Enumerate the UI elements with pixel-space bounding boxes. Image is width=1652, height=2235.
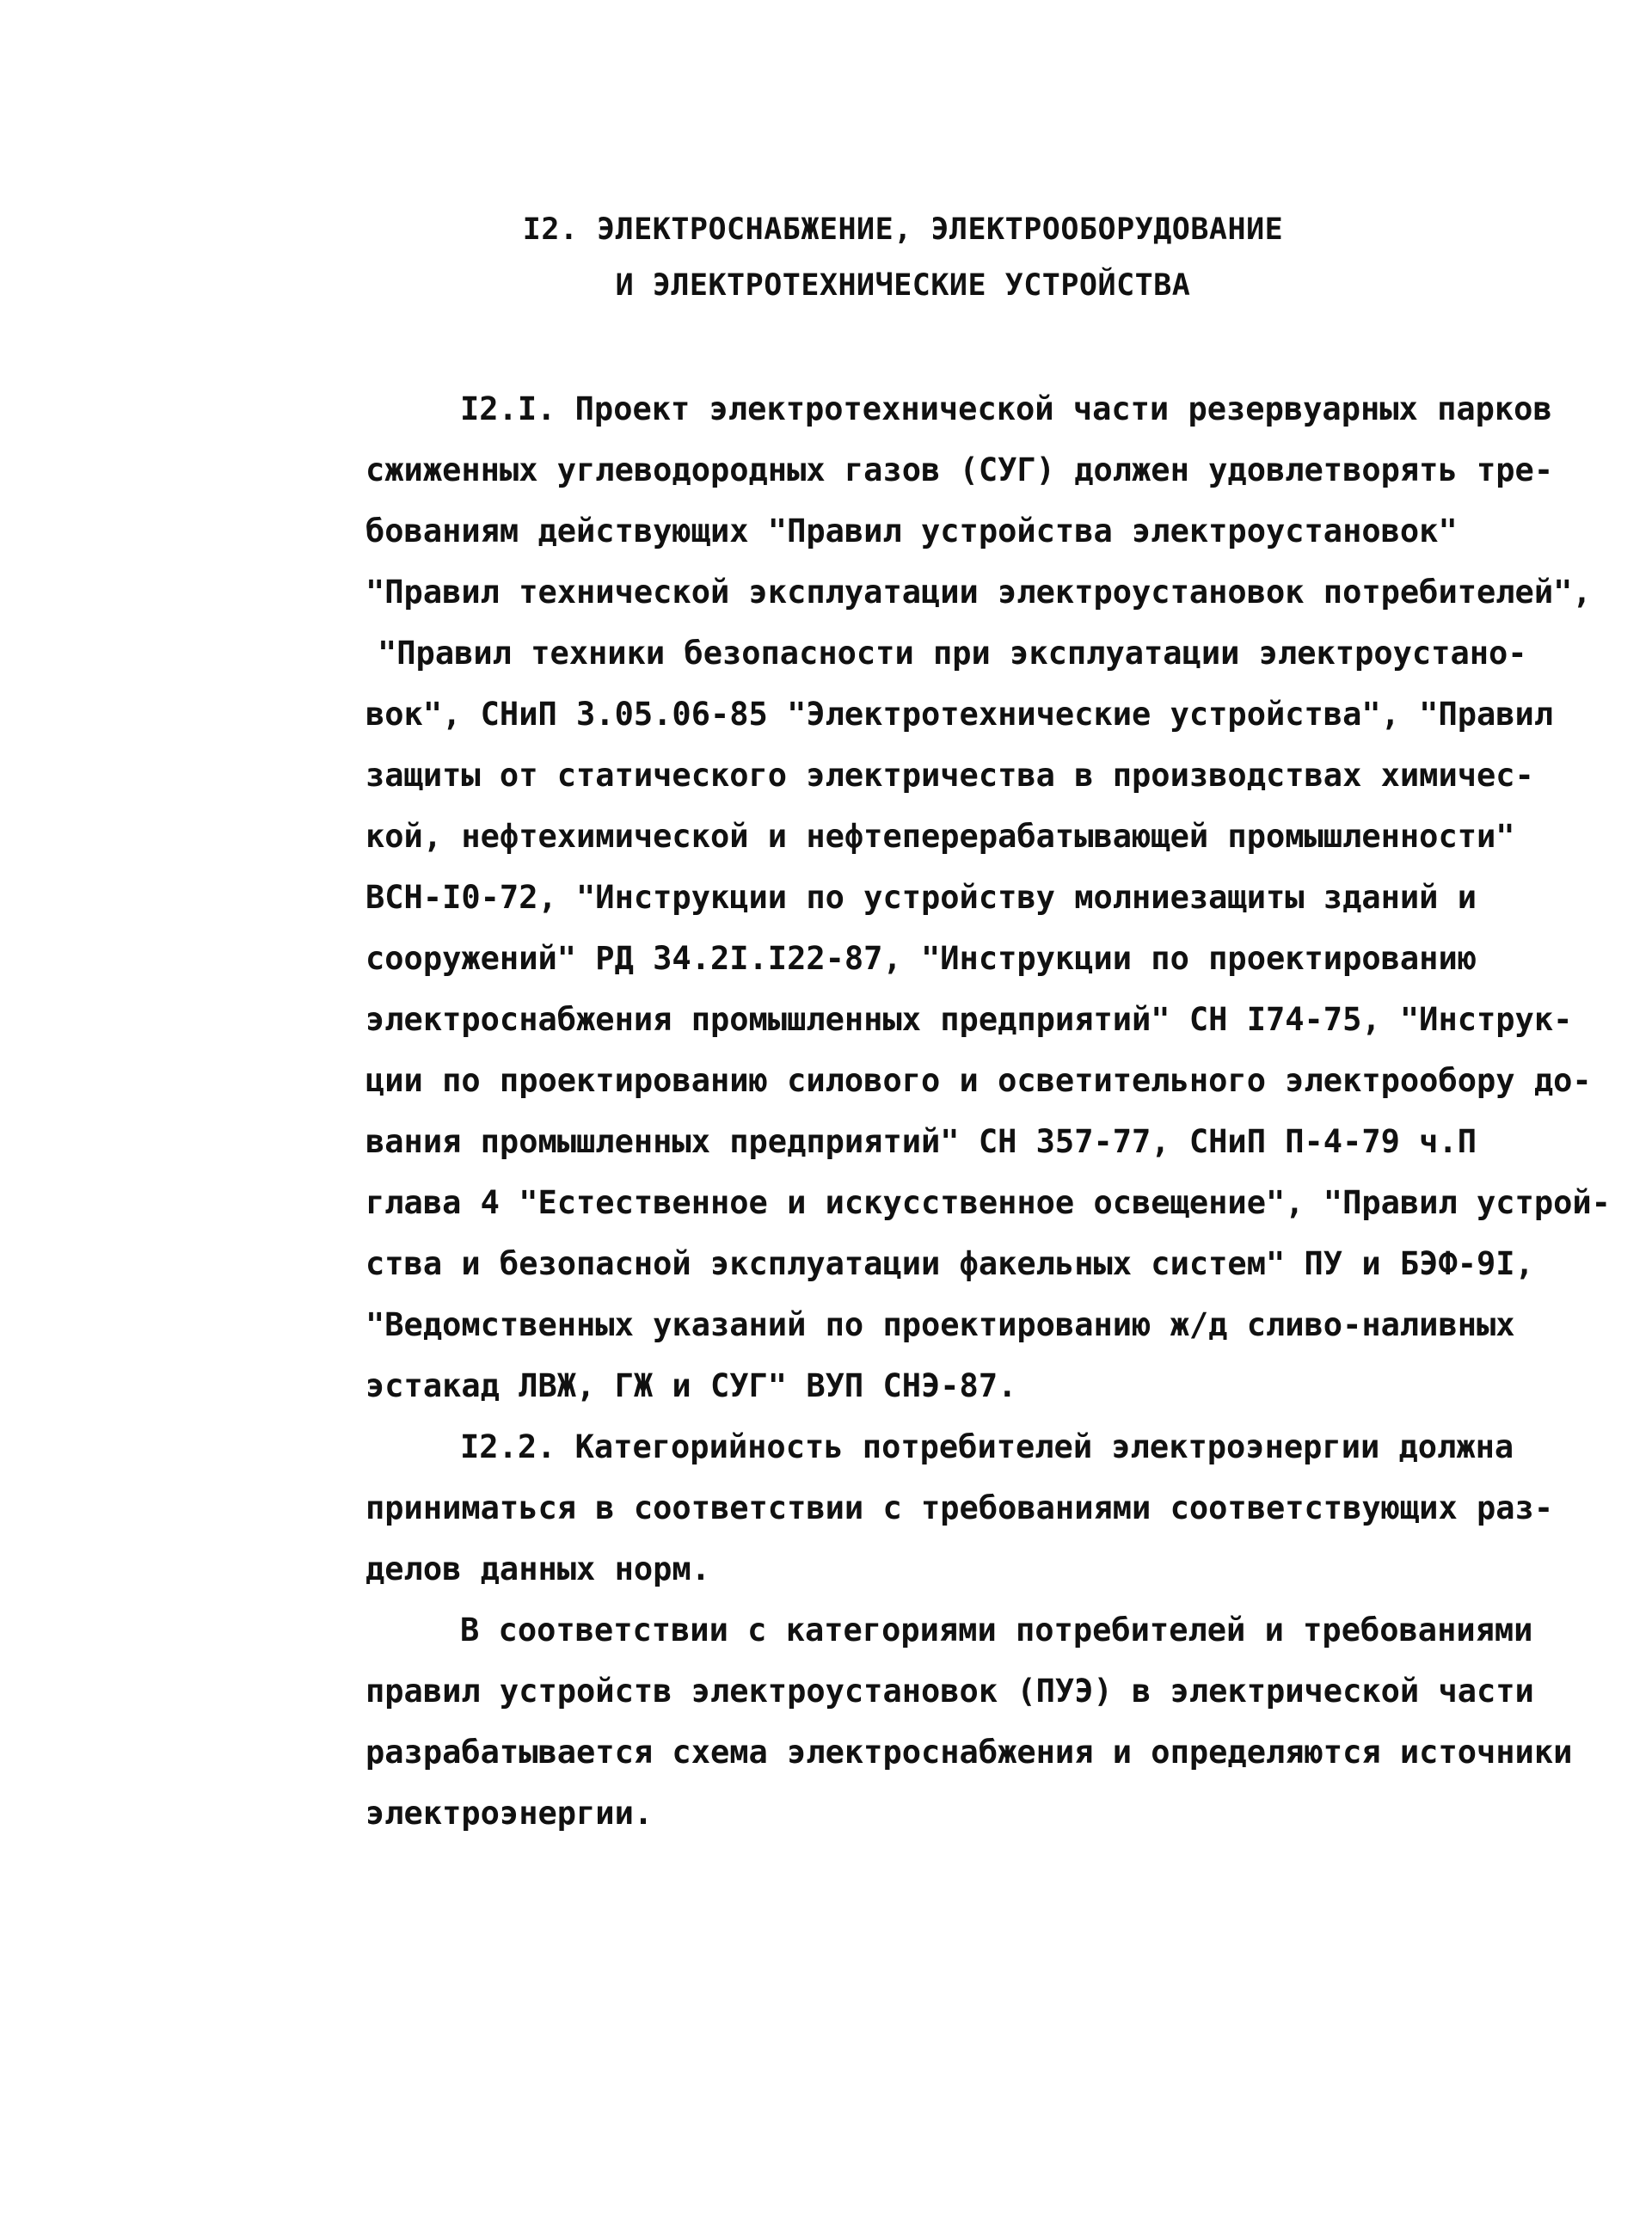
heading-line-2: И ЭЛЕКТРОТЕХНИЧЕСКИЕ УСТРОЙСТВА xyxy=(615,268,1191,303)
text-line: делов данных норм. xyxy=(365,1550,710,1587)
text-line: ВСН-I0-72, "Инструкции по устройству молниезащиты зданий и xyxy=(365,879,1477,916)
text-line: ства и безопасной эксплуатации факельных систем" ПУ и БЭФ-9I, xyxy=(365,1245,1534,1282)
text-line: приниматься в соответствии с требованиями соответствующих раз- xyxy=(365,1489,1554,1526)
text-line: глава 4 "Естественное и искусственное освещение", "Правил устрой- xyxy=(365,1184,1611,1221)
text-line: "Правил техники безопасности при эксплуатации электроустано- xyxy=(378,635,1527,672)
text-line: эстакад ЛВЖ, ГЖ и СУГ" ВУП СНЭ-87. xyxy=(365,1367,1017,1404)
text-line: В соответствии с категориями потребителей и требованиями xyxy=(460,1612,1533,1649)
text-line: правил устройств электроустановок (ПУЭ) в электрической части xyxy=(365,1673,1534,1710)
text-line: сжиженных углеводородных газов (СУГ) должен удовлетворять тре- xyxy=(365,451,1554,488)
text-line: разрабатывается схема электроснабжения и определяются источники xyxy=(365,1734,1573,1771)
text-line: защиты от статического электричества в производствах химичес- xyxy=(365,757,1534,794)
text-line: "Правил технической эксплуатации электроустановок потребителей", xyxy=(365,574,1592,611)
text-line: "Ведомственных указаний по проектированию ж/д сливо-наливных xyxy=(365,1306,1515,1343)
text-line: I2.2. Категорийность потребителей электроэнергии должна xyxy=(460,1428,1514,1465)
section-heading xyxy=(370,202,1436,314)
text-line: электроэнергии. xyxy=(365,1795,654,1832)
text-line: бованиям действующих "Правил устройства электроустановок" xyxy=(365,513,1458,550)
text-line: ции по проектированию силового и осветительного электрообору до- xyxy=(365,1062,1592,1099)
heading-line-1: I2. ЭЛЕКТРОСНАБЖЕНИЕ, ЭЛЕКТРООБОРУДОВАНИЕ xyxy=(522,212,1284,247)
text-line: вок", СНиП 3.05.06-85 "Электротехнические устройства", "Правил xyxy=(365,696,1554,733)
text-line: кой, нефтехимической и нефтеперерабатывающей промышленности" xyxy=(365,818,1515,855)
text-line: I2.I. Проект электротехнической части резервуарных парков xyxy=(460,390,1552,427)
text-line: электроснабжения промышленных предприятий" СН I74-75, "Инструк- xyxy=(365,1001,1573,1038)
text-line: вания промышленных предприятий" СН 357-77, СНиП П-4-79 ч.П xyxy=(365,1123,1477,1160)
document-body xyxy=(365,378,1611,1844)
text-line: сооружений" РД 34.2I.I22-87, "Инструкции по проектированию xyxy=(365,940,1477,977)
